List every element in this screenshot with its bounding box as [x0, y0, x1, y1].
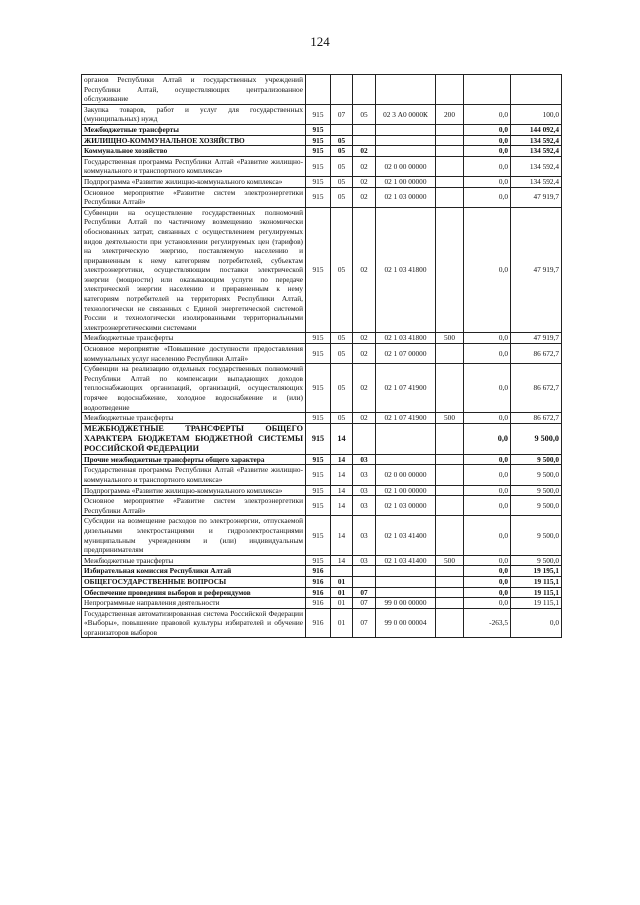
amount-change: 0,0: [464, 333, 511, 344]
expense-type-code: [436, 207, 464, 333]
expense-type-code: [436, 75, 464, 105]
expense-type-code: 200: [436, 104, 464, 124]
target-article-code: 02 1 07 41900: [376, 364, 436, 413]
row-description: МЕЖБЮДЖЕТНЫЕ ТРАНСФЕРТЫ ОБЩЕГО ХАРАКТЕРА БЮДЖЕТАМ БЮДЖЕТНОЙ СИСТЕМЫ РОССИЙСКОЙ ФЕДЕРАЦИИ: [82, 423, 306, 454]
ved-code: 915: [306, 516, 331, 555]
row-description: ОБЩЕГОСУДАРСТВЕННЫЕ ВОПРОСЫ: [82, 576, 306, 587]
ved-code: [306, 75, 331, 105]
row-description: Непрограммные направления деятельности: [82, 598, 306, 609]
section-code: 05: [331, 176, 353, 187]
section-code: 05: [331, 187, 353, 207]
expense-type-code: 500: [436, 413, 464, 424]
expense-type-code: [436, 423, 464, 454]
amount-change: 0,0: [464, 104, 511, 124]
target-article-code: [376, 124, 436, 135]
amount-change: 0,0: [464, 485, 511, 496]
section-code: 05: [331, 413, 353, 424]
amount-change: 0,0: [464, 146, 511, 157]
subsection-code: 07: [353, 587, 376, 598]
expense-type-code: 500: [436, 333, 464, 344]
amount-total: 9 500,0: [511, 485, 562, 496]
target-article-code: 02 1 03 00000: [376, 187, 436, 207]
expense-type-code: [436, 598, 464, 609]
amount-total: 134 592,4: [511, 176, 562, 187]
subsection-code: 02: [353, 187, 376, 207]
table-row: [82, 566, 562, 577]
subsection-code: 02: [353, 176, 376, 187]
amount-change: -263,5: [464, 608, 511, 638]
target-article-code: [376, 576, 436, 587]
amount-total: 144 092,4: [511, 124, 562, 135]
amount-total: 19 115,1: [511, 576, 562, 587]
ved-code: 915: [306, 176, 331, 187]
section-code: 05: [331, 364, 353, 413]
expense-type-code: [436, 135, 464, 146]
subsection-code: [353, 75, 376, 105]
subsection-code: [353, 135, 376, 146]
table-row: [82, 608, 562, 638]
target-article-code: 02 1 03 41800: [376, 333, 436, 344]
section-code: [331, 124, 353, 135]
amount-change: 0,0: [464, 423, 511, 454]
section-code: 14: [331, 423, 353, 454]
subsection-code: 07: [353, 608, 376, 638]
table-row: [82, 413, 562, 424]
amount-total: 86 672,7: [511, 344, 562, 364]
row-description: Основное мероприятие «Повышение доступности предоставления коммунальных услуг населению Республики Алтай»: [82, 344, 306, 364]
target-article-code: [376, 75, 436, 105]
amount-change: 0,0: [464, 124, 511, 135]
target-article-code: 02 1 03 41800: [376, 207, 436, 333]
amount-total: 9 500,0: [511, 465, 562, 485]
table-row: [82, 465, 562, 485]
ved-code: 915: [306, 187, 331, 207]
amount-change: 0,0: [464, 364, 511, 413]
row-description: Основное мероприятие «Развитие систем электроэнергетики Республики Алтай»: [82, 187, 306, 207]
table-row: [82, 156, 562, 176]
target-article-code: 02 3 А0 0000К: [376, 104, 436, 124]
expense-type-code: [436, 176, 464, 187]
subsection-code: 05: [353, 104, 376, 124]
section-code: 07: [331, 104, 353, 124]
section-code: 01: [331, 587, 353, 598]
subsection-code: 02: [353, 146, 376, 157]
target-article-code: 99 0 00 00004: [376, 608, 436, 638]
table-row: [82, 207, 562, 333]
section-code: 05: [331, 146, 353, 157]
table-row: [82, 598, 562, 609]
amount-change: 0,0: [464, 156, 511, 176]
table-row: [82, 576, 562, 587]
amount-change: 0,0: [464, 576, 511, 587]
section-code: 14: [331, 496, 353, 516]
table-row: [82, 496, 562, 516]
amount-total: 9 500,0: [511, 555, 562, 566]
table-row: [82, 124, 562, 135]
amount-change: 0,0: [464, 135, 511, 146]
amount-change: 0,0: [464, 344, 511, 364]
section-code: 14: [331, 454, 353, 465]
amount-total: 47 919,7: [511, 207, 562, 333]
subsection-code: 02: [353, 156, 376, 176]
subsection-code: 03: [353, 454, 376, 465]
ved-code: 915: [306, 333, 331, 344]
section-code: 14: [331, 516, 353, 555]
amount-total: 134 592,4: [511, 156, 562, 176]
ved-code: 915: [306, 485, 331, 496]
target-article-code: 02 0 00 00000: [376, 465, 436, 485]
section-code: [331, 75, 353, 105]
amount-total: 19 195,1: [511, 566, 562, 577]
expense-type-code: [436, 566, 464, 577]
subsection-code: 02: [353, 364, 376, 413]
amount-total: 9 500,0: [511, 423, 562, 454]
row-description: Основное мероприятие «Развитие систем электроэнергетики Республики Алтай»: [82, 496, 306, 516]
ved-code: 915: [306, 454, 331, 465]
table-row: [82, 516, 562, 555]
amount-total: 134 592,4: [511, 135, 562, 146]
expense-type-code: 500: [436, 555, 464, 566]
table-row: [82, 555, 562, 566]
ved-code: 915: [306, 364, 331, 413]
ved-code: 915: [306, 135, 331, 146]
section-code: 01: [331, 608, 353, 638]
row-description: Обеспечение проведения выборов и референдумов: [82, 587, 306, 598]
expense-type-code: [436, 146, 464, 157]
budget-table: [81, 74, 562, 638]
amount-total: 19 115,1: [511, 587, 562, 598]
table-row: [82, 104, 562, 124]
ved-code: 915: [306, 555, 331, 566]
section-code: 01: [331, 576, 353, 587]
expense-type-code: [436, 587, 464, 598]
row-description: Государственная автоматизированная система Российской Федерации «Выборы», повышение правовой культуры избирателей и обучение организаторов выборов: [82, 608, 306, 638]
subsection-code: 03: [353, 516, 376, 555]
ved-code: 915: [306, 344, 331, 364]
expense-type-code: [436, 454, 464, 465]
row-description: Закупка товаров, работ и услуг для государственных (муниципальных) нужд: [82, 104, 306, 124]
target-article-code: [376, 146, 436, 157]
subsection-code: 03: [353, 555, 376, 566]
expense-type-code: [436, 516, 464, 555]
target-article-code: 02 1 00 00000: [376, 485, 436, 496]
table-row: [82, 485, 562, 496]
expense-type-code: [436, 187, 464, 207]
target-article-code: 02 1 00 00000: [376, 176, 436, 187]
target-article-code: 02 1 03 00000: [376, 496, 436, 516]
amount-total: 86 672,7: [511, 413, 562, 424]
subsection-code: 02: [353, 207, 376, 333]
table-row: [82, 454, 562, 465]
row-description: Прочие межбюджетные трансферты общего характера: [82, 454, 306, 465]
amount-change: 0,0: [464, 587, 511, 598]
row-description: Межбюджетные трансферты: [82, 124, 306, 135]
ved-code: 915: [306, 496, 331, 516]
row-description: органов Республики Алтай и государственных учреждений Республики Алтай, осуществляющих централизованное обслуживание: [82, 75, 306, 105]
expense-type-code: [436, 576, 464, 587]
row-description: Субсидии на возмещение расходов по электроэнергии, отпускаемой дизельными электростанциями и гидроэлектростанциями муниципальным учреждениям и (или) индивидуальным предпринимателям: [82, 516, 306, 555]
ved-code: 915: [306, 413, 331, 424]
target-article-code: 02 1 07 00000: [376, 344, 436, 364]
target-article-code: [376, 566, 436, 577]
ved-code: 915: [306, 104, 331, 124]
target-article-code: 99 0 00 00000: [376, 598, 436, 609]
section-code: 05: [331, 333, 353, 344]
subsection-code: [353, 423, 376, 454]
amount-total: 100,0: [511, 104, 562, 124]
amount-change: 0,0: [464, 516, 511, 555]
row-description: Субвенции на реализацию отдельных государственных полномочий Республики Алтай по компенсации выпадающих доходов теплоснабжающих организаций, организаций, осуществляющих горячее водоснабжение, холодное водоснабжение и (или) водоотведение: [82, 364, 306, 413]
table-row: [82, 75, 562, 105]
amount-change: 0,0: [464, 598, 511, 609]
amount-change: 0,0: [464, 413, 511, 424]
target-article-code: 02 0 00 00000: [376, 156, 436, 176]
amount-change: [464, 75, 511, 105]
amount-total: 0,0: [511, 608, 562, 638]
amount-total: 9 500,0: [511, 454, 562, 465]
amount-total: 19 115,1: [511, 598, 562, 609]
section-code: 14: [331, 485, 353, 496]
table-row: [82, 364, 562, 413]
amount-total: [511, 75, 562, 105]
ved-code: 915: [306, 465, 331, 485]
target-article-code: [376, 135, 436, 146]
subsection-code: 03: [353, 485, 376, 496]
ved-code: 916: [306, 598, 331, 609]
row-description: Межбюджетные трансферты: [82, 555, 306, 566]
table-row: [82, 423, 562, 454]
section-code: 05: [331, 344, 353, 364]
target-article-code: 02 1 03 41400: [376, 555, 436, 566]
ved-code: 915: [306, 423, 331, 454]
ved-code: 916: [306, 608, 331, 638]
amount-change: 0,0: [464, 187, 511, 207]
subsection-code: [353, 124, 376, 135]
amount-change: 0,0: [464, 496, 511, 516]
amount-total: 134 592,4: [511, 146, 562, 157]
section-code: 05: [331, 135, 353, 146]
expense-type-code: [436, 344, 464, 364]
amount-change: 0,0: [464, 566, 511, 577]
target-article-code: [376, 423, 436, 454]
row-description: ЖИЛИЩНО-КОММУНАЛЬНОЕ ХОЗЯЙСТВО: [82, 135, 306, 146]
section-code: 01: [331, 598, 353, 609]
table-row: [82, 587, 562, 598]
table-row: [82, 344, 562, 364]
row-description: Избирательная комиссия Республики Алтай: [82, 566, 306, 577]
row-description: Межбюджетные трансферты: [82, 333, 306, 344]
amount-change: 0,0: [464, 454, 511, 465]
expense-type-code: [436, 124, 464, 135]
subsection-code: [353, 576, 376, 587]
amount-total: 47 919,7: [511, 333, 562, 344]
table-row: [82, 135, 562, 146]
expense-type-code: [436, 364, 464, 413]
row-description: Государственная программа Республики Алтай «Развитие жилищно-коммунального и транспортного комплекса»: [82, 465, 306, 485]
subsection-code: 07: [353, 598, 376, 609]
amount-total: 86 672,7: [511, 364, 562, 413]
section-code: 05: [331, 156, 353, 176]
ved-code: 916: [306, 576, 331, 587]
subsection-code: [353, 566, 376, 577]
amount-total: 47 919,7: [511, 187, 562, 207]
row-description: Подпрограмма «Развитие жилищно-коммунального комплекса»: [82, 485, 306, 496]
ved-code: 915: [306, 124, 331, 135]
amount-change: 0,0: [464, 555, 511, 566]
table-row: [82, 333, 562, 344]
ved-code: 915: [306, 207, 331, 333]
amount-change: 0,0: [464, 207, 511, 333]
row-description: Субвенции на осуществление государственных полномочий Республики Алтай по частичному возмещению экономически обоснованных затрат, связанных с осуществлением регулируемых видов деятельности при установлении регулируемых цен (тарифов) на электрическую энергию, поставляемую населению и приравненным к нему категориям потребителей, субъектам электроэнергетики, осуществляющим поставки электрической энергии (мощности) или оказывающим услуги по передаче электрической энергии населению и приравненным к нему категориям потребителей на территориях Республики Алтай, технологически не связанных с Единой энергетической системой России и технологически изолированными территориальными электроэнергетическими системами: [82, 207, 306, 333]
target-article-code: 02 1 03 41400: [376, 516, 436, 555]
amount-change: 0,0: [464, 465, 511, 485]
section-code: 05: [331, 207, 353, 333]
amount-total: 9 500,0: [511, 496, 562, 516]
target-article-code: [376, 454, 436, 465]
ved-code: 915: [306, 156, 331, 176]
table-row: [82, 187, 562, 207]
expense-type-code: [436, 496, 464, 516]
subsection-code: 02: [353, 344, 376, 364]
expense-type-code: [436, 465, 464, 485]
row-description: Государственная программа Республики Алтай «Развитие жилищно-коммунального и транспортного комплекса»: [82, 156, 306, 176]
subsection-code: 02: [353, 413, 376, 424]
section-code: [331, 566, 353, 577]
table-row: [82, 146, 562, 157]
row-description: Межбюджетные трансферты: [82, 413, 306, 424]
subsection-code: 03: [353, 465, 376, 485]
ved-code: 915: [306, 146, 331, 157]
section-code: 14: [331, 465, 353, 485]
row-description: Подпрограмма «Развитие жилищно-коммунального комплекса»: [82, 176, 306, 187]
section-code: 14: [331, 555, 353, 566]
ved-code: 916: [306, 587, 331, 598]
amount-total: 9 500,0: [511, 516, 562, 555]
target-article-code: [376, 587, 436, 598]
target-article-code: 02 1 07 41900: [376, 413, 436, 424]
subsection-code: 02: [353, 333, 376, 344]
ved-code: 916: [306, 566, 331, 577]
row-description: Коммунальное хозяйство: [82, 146, 306, 157]
table-row: [82, 176, 562, 187]
amount-change: 0,0: [464, 176, 511, 187]
expense-type-code: [436, 485, 464, 496]
subsection-code: 03: [353, 496, 376, 516]
page-number: 124: [310, 34, 330, 49]
expense-type-code: [436, 608, 464, 638]
expense-type-code: [436, 156, 464, 176]
